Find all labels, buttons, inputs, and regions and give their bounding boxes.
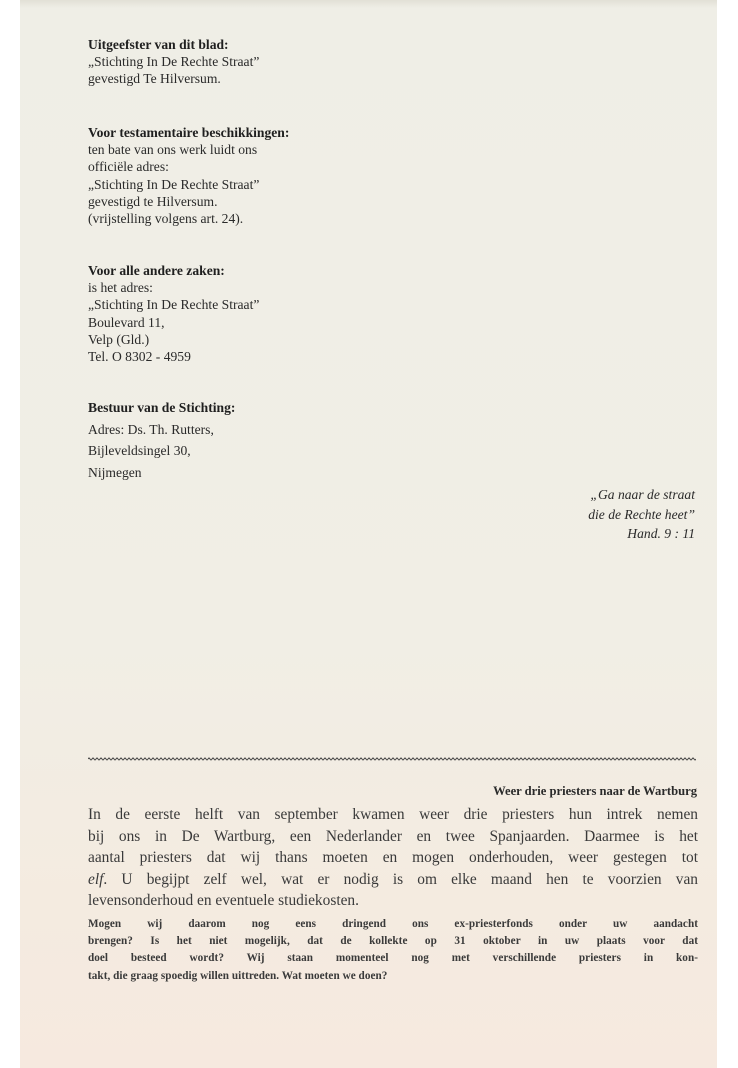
testamentary-line: officiële adres: <box>88 159 169 175</box>
testamentary-block <box>88 124 289 227</box>
article-line: In de eerste helft van september kwamen weer drie priesters hun intrek nemen <box>88 806 698 823</box>
article-line <box>88 869 698 891</box>
testamentary-line: gevestigd te Hilversum. <box>88 193 218 209</box>
appeal-line: Mogen wij daarom nog eens dringend ons ex-priesterfonds onder uw aandacht <box>88 918 698 930</box>
publisher-line: gevestigd Te Hilversum. <box>88 71 221 87</box>
scripture-quote <box>588 485 695 544</box>
board-line: Nijmegen <box>88 464 142 480</box>
publisher-block <box>88 36 259 88</box>
appeal-line: takt, die graag spoedig willen uittreden. Wat moeten we doen? <box>88 969 388 982</box>
other-matters-line: is het adres: <box>88 280 153 296</box>
board-line: Bijleveldsingel 30, <box>88 443 191 458</box>
testamentary-line: ten bate van ons werk luidt ons <box>88 142 258 158</box>
page-sheet <box>20 0 717 1068</box>
quote-line: die de Rechte heet” <box>588 506 695 522</box>
testamentary-heading: Voor testamentaire beschikkingen: <box>88 125 290 140</box>
testamentary-line: „Stichting In De Rechte Straat” <box>88 176 260 192</box>
publisher-line: „Stichting In De Rechte Straat” <box>88 54 260 70</box>
article-line: levensonderhoud en eventuele studiekosten. <box>88 892 359 909</box>
other-matters-line: Velp (Gld.) <box>88 331 150 347</box>
quote-line: „Ga naar de straat <box>590 487 695 502</box>
article-title: Weer drie priesters naar de Wartburg <box>493 784 697 798</box>
board-heading: Bestuur van de Stichting: <box>88 400 236 415</box>
appeal-paragraph <box>88 916 698 985</box>
publisher-heading: Uitgeefster van dit blad: <box>88 37 229 52</box>
other-matters-block <box>88 262 259 365</box>
board-line: Adres: Ds. Th. Rutters, <box>88 421 214 437</box>
page-edge-shadow <box>20 0 717 8</box>
other-matters-line: Tel. O 8302 - 4959 <box>88 349 191 365</box>
quote-reference: Hand. 9 : 11 <box>627 526 695 541</box>
article-body <box>88 804 698 912</box>
appeal-line: doel besteed wordt? Wij staan momenteel nog met verschillende priesters in kon- <box>88 952 698 965</box>
other-matters-line: Boulevard 11, <box>88 314 165 330</box>
appeal-line: brengen? Is het niet mogelijk, dat de kollekte op 31 oktober in uw plaats voor dat <box>88 935 698 948</box>
board-block <box>88 397 235 483</box>
testamentary-line: (vrijstelling volgens art. 24). <box>88 211 244 227</box>
other-matters-line: „Stichting In De Rechte Straat” <box>88 297 260 313</box>
article-line-rest: . U begijpt zelf wel, wat er nodig is om elke maand hen te voorzien van <box>103 870 698 888</box>
other-matters-heading: Voor alle andere zaken: <box>88 263 225 278</box>
wavy-divider <box>88 756 696 762</box>
article-line: aantal priesters dat wij thans moeten en mogen onderhouden, weer gestegen tot <box>88 849 698 866</box>
article-line: bij ons in De Wartburg, een Nederlander en twee Spanjaarden. Daarmee is het <box>88 827 698 845</box>
emphasis-elf: elf <box>88 870 104 888</box>
